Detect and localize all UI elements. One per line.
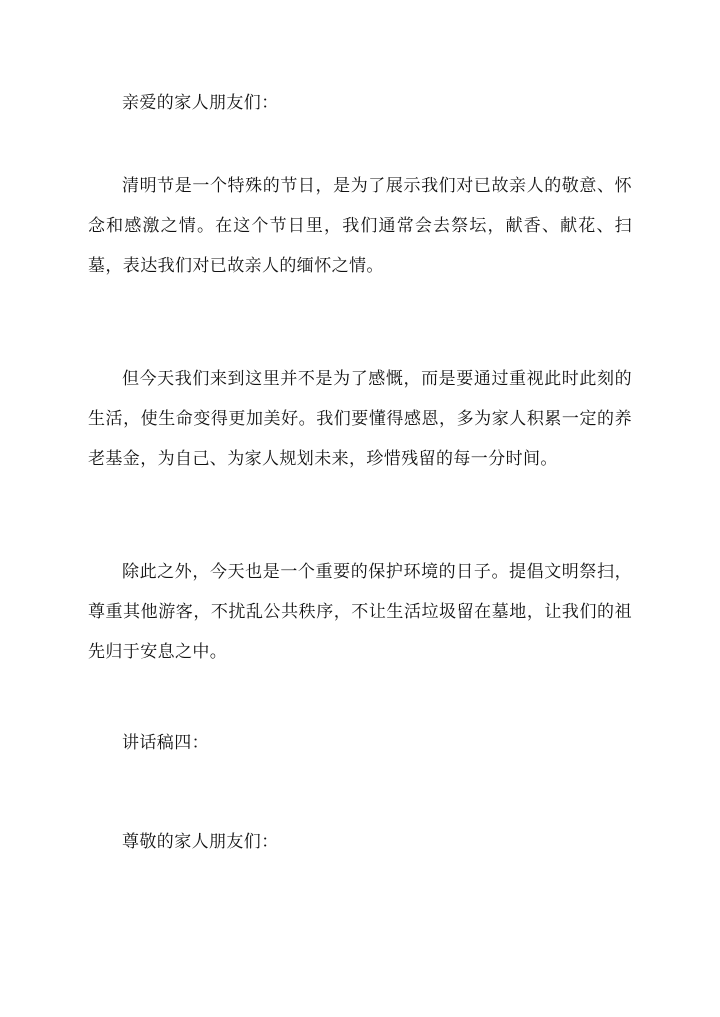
body-paragraph-gratitude: 但今天我们来到这里并不是为了感慨，而是要通过重视此时此刻的生活，使生命变得更加美好。我们要懂得感恩，多为家人积累一定的养老基金，为自己、为家人规划未来，珍惜残留的每一分时间。 (88, 369, 632, 469)
body-paragraph-environment: 除此之外，今天也是一个重要的保护环境的日子。提倡文明祭扫，尊重其他游客，不扰乱公共秩序，不让生活垃圾留在墓地，让我们的祖先归于安息之中。 (88, 562, 632, 662)
body-paragraph-qingming: 清明节是一个特殊的节日，是为了展示我们对已故亲人的敬意、怀念和感激之情。在这个节日里，我们通常会去祭坛，献香、献花、扫墓，表达我们对已故亲人的缅怀之情。 (88, 176, 632, 276)
greeting-paragraph-2: 尊敬的家人朋友们： (122, 832, 279, 852)
speech-heading: 讲话稿四： (122, 733, 209, 753)
greeting-paragraph: 亲爱的家人朋友们： (122, 93, 279, 113)
